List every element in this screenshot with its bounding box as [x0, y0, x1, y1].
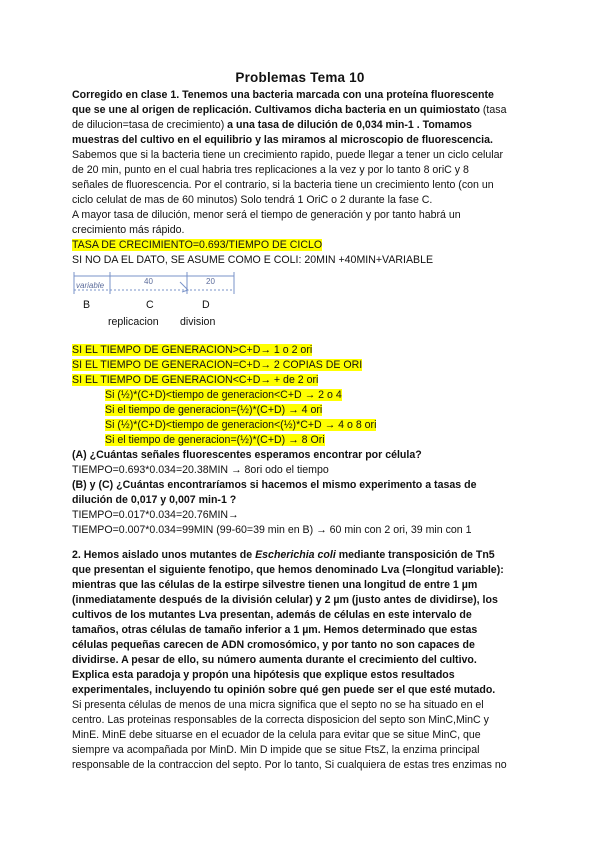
subrule-line: Si (½)*(C+D)<tiempo de generacion<(½)*C+D → 4 o 8 ori: [105, 419, 377, 431]
rule-line: SI EL TIEMPO DE GENERACION<C+D→ + de 2 ori: [72, 374, 319, 386]
answer-2-line: responsable de la contraccion del septo. Por lo tanto, Si cualquiera de estas tres enzimas no: [72, 759, 507, 771]
replicacion-label: replicacion: [108, 316, 159, 328]
question-a: (A) ¿Cuántas señales fluorescentes esperamos encontrar por célula?: [72, 449, 422, 461]
answer-2-line: centro. Las proteinas responsables de la correcta disposicion del septo son MinC,MinC y: [72, 714, 489, 726]
problem2-statement-line: 2. Hemos aislado unos mutantes de Escherichia coli mediante transposición de Tn5: [72, 549, 495, 561]
subrule-line: Si (½)*(C+D)<tiempo de generacion<C+D → 2 o 4: [105, 389, 342, 401]
forty-min-label: 40: [144, 277, 153, 286]
problem2-statement-line: tamaños, otras células de tamaño inferior a 1 µm. Hemos determinado que estas: [72, 624, 478, 636]
problem2-statement-line: mientras que las células de la estirpe silvestre tienen una longitud de entre 1 µm: [72, 579, 478, 591]
problem2-statement-line: que presentan el siguiente fenotipo, que hemos denominado Lva (=longitud variable):: [72, 564, 504, 576]
problem2-statement-line: Explica esta paradoja y propón una hipótesis que explique estos resultados: [72, 669, 455, 681]
page-title: Problemas Tema 10: [235, 70, 365, 85]
variable-label: variable: [76, 281, 105, 290]
phase-c-label: C: [146, 299, 154, 311]
problem1-statement-line: Corregido en clase 1. Tenemos una bacteria marcada con una proteína fluorescente: [72, 89, 494, 101]
answer-2-line: Si presenta células de menos de una micra significa que el septo no se ha situado en el: [72, 699, 484, 711]
paragraph-line: Sabemos que si la bacteria tiene un crecimiento rapido, puede llegar a tener un ciclo celular: [72, 149, 504, 161]
subrule-line: Si el tiempo de generacion=(½)*(C+D) → 4 ori: [105, 404, 323, 416]
answer-a: TIEMPO=0.693*0.034=20.38MIN → 8ori odo el tiempo: [72, 464, 329, 476]
problem2-statement-line: experimentales, incluyendo tu opinión sobre qué gen puede ser el que esté mutado.: [72, 684, 496, 696]
rule-line: SI EL TIEMPO DE GENERACION>C+D→ 1 o 2 ori: [72, 344, 313, 356]
question-bc: (B) y (C) ¿Cuántas encontraríamos si hacemos el mismo experimento a tasas de: [72, 479, 477, 491]
paragraph-line: de 20 min, punto en el cual habria tres replicaciones a la vez y por lo tanto 8 oriC y 8: [72, 164, 469, 176]
paragraph-line: ciclo celulat de mas de 60 minutos) Solo tendrá 1 OriC o 2 durante la fase C.: [72, 194, 433, 206]
twenty-min-label: 20: [206, 277, 215, 286]
ecoli-assumption: SI NO DA EL DATO, SE ASUME COMO E COLI: 20MIN +40MIN+VARIABLE: [72, 254, 434, 266]
answer-b: TIEMPO=0.017*0.034=20.76MIN→: [72, 509, 239, 521]
problem2-statement-line: dividirse. A pesar de ello, su número aumenta durante el crecimiento del cultivo.: [72, 654, 477, 666]
problem2-statement-line: células pequeñas carecen de ADN cromosómico, y por tanto no son capaces de: [72, 639, 475, 651]
rule-line: SI EL TIEMPO DE GENERACION=C+D→ 2 COPIAS DE ORI: [72, 359, 363, 371]
paragraph-line: crecimiento más rápido.: [72, 224, 185, 236]
paragraph-line: señales de fluorescencia. Por el contrario, si la bacteria tiene un crecimiento lento (con un: [72, 179, 494, 191]
answer-c: TIEMPO=0.007*0.034=99MIN (99-60=39 min en B) → 60 min con 2 ori, 39 min con 1: [72, 524, 472, 536]
problem1-statement-line: que se une al origen de replicación. Cultivamos dicha bacteria en un quimiostato (tasa: [72, 104, 507, 116]
phase-b-label: B: [83, 299, 91, 311]
phase-d-label: D: [202, 299, 210, 311]
subrule-line: Si el tiempo de generacion=(½)*(C+D) → 8 Ori: [105, 434, 325, 446]
problem1-statement-line: de dilucion=tasa de crecimiento) a una tasa de dilución de 0,034 min-1 . Tomamos: [72, 119, 472, 131]
problem2-statement-line: cultivos de los mutantes Lva presentan, además de células en este intervalo de: [72, 609, 472, 621]
paragraph-line: A mayor tasa de dilución, menor será el tiempo de generación y por tanto habrá un: [72, 209, 461, 221]
answer-2-line: siempre va acompañada por MinD. Min D impide que se situe FtsZ, la enzima principal: [72, 744, 480, 756]
growth-formula: TASA DE CRECIMIENTO=0.693/TIEMPO DE CICLO: [72, 239, 323, 251]
problem2-statement-line: (inmediatamente después de la división celular) y 2 µm (justo antes de dividirse), los: [72, 594, 498, 606]
problem1-statement-line: muestras del cultivo en el equilibrio y las miramos al microscopio de fluorescencia.: [72, 134, 493, 146]
question-bc: dilución de 0,017 y 0,007 min-1 ?: [72, 494, 237, 506]
division-label: division: [180, 316, 216, 328]
answer-2-line: MinE. MinE debe situarse en el ecuador de la celula para evitar que se situe MinC, que: [72, 729, 481, 741]
